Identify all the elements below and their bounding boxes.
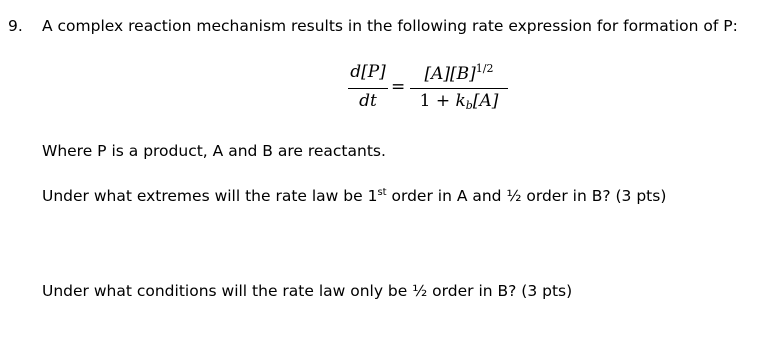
rhs-denominator-k-subscript: b: [465, 99, 473, 112]
lhs-denominator: dt: [359, 91, 377, 111]
rate-equation: [340, 60, 510, 118]
lhs-fraction-bar: [348, 88, 388, 89]
part-2-question: Under what conditions will the rate law only be ½ order in B? (3 pts): [42, 282, 573, 300]
rhs-denominator-suffix: [A]: [472, 91, 499, 111]
question-number: 9.: [8, 17, 23, 35]
rhs-fraction: [410, 60, 508, 118]
rhs-numerator: [410, 62, 508, 84]
lhs-numerator: d[P]: [350, 62, 386, 82]
part-1-text-after: order in A and ½ order in B? (3 pts): [386, 187, 667, 205]
part-1-superscript: st: [377, 187, 387, 198]
rhs-denominator-prefix: 1 +: [419, 91, 456, 111]
rhs-numerator-exponent: 1/2: [475, 62, 494, 75]
rhs-denominator-k: k: [455, 91, 466, 111]
question-prompt: A complex reaction mechanism results in the following rate expression for formation of P:: [42, 17, 738, 35]
rhs-fraction-bar: [410, 88, 508, 89]
lhs-fraction: [348, 60, 388, 118]
equals-sign: =: [391, 77, 406, 97]
part-1-text-before: Under what extremes will the rate law be 1: [42, 187, 378, 205]
reactant-statement: Where P is a product, A and B are reactants.: [42, 142, 386, 160]
part-1-question: [42, 187, 666, 205]
rhs-denominator: [410, 91, 508, 112]
rhs-numerator-base: [A][B]: [424, 64, 476, 84]
